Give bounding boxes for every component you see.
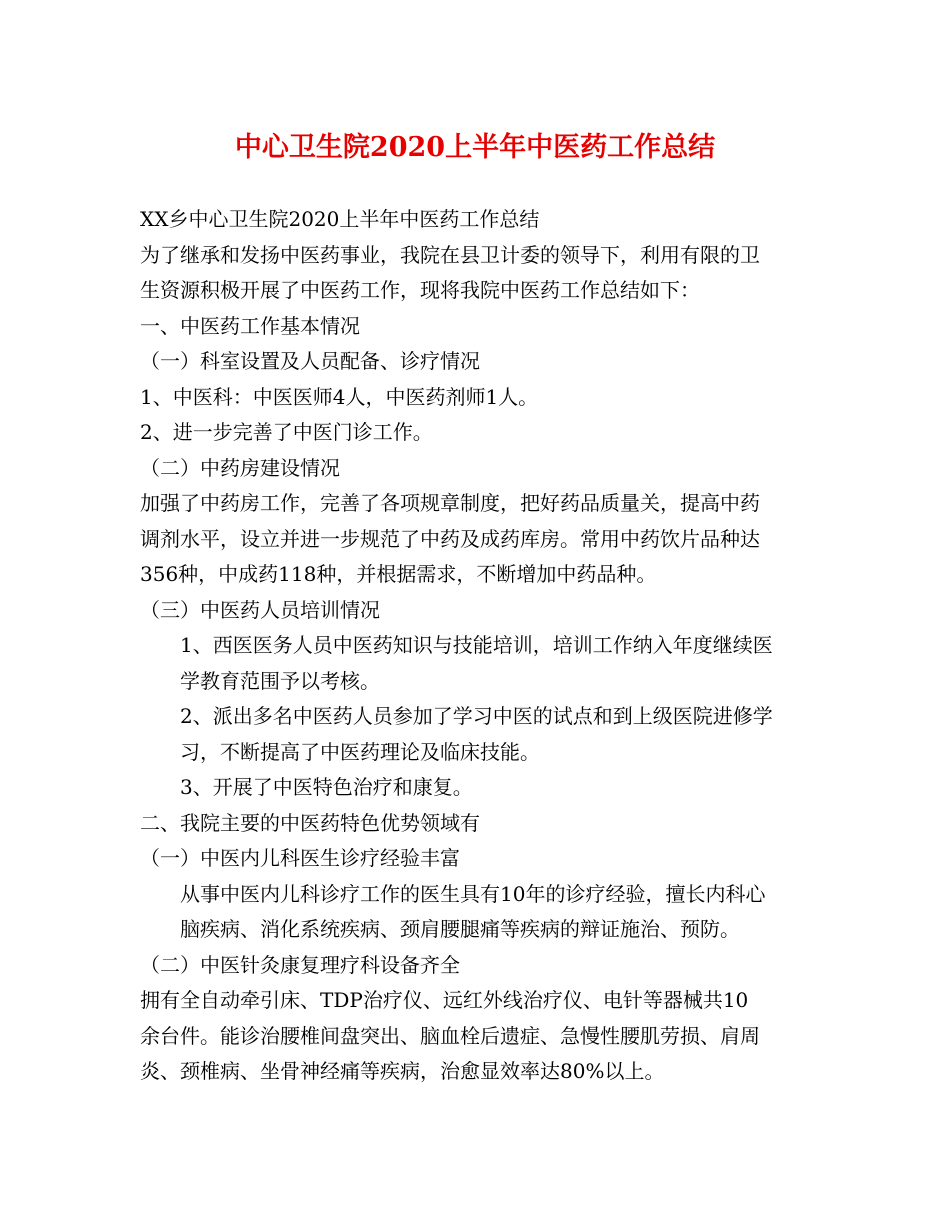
paragraph [140,628,820,699]
text-line: 脑疾病、消化系统疾病、颈肩腰腿痛等疾病的辩证施治、预防。 [180,917,740,941]
text-line: （一）中医内儿科医生诊疗经验丰富 [140,846,460,870]
text-line: XX乡中心卫生院2020上半年中医药工作总结 [140,207,540,231]
text-line: 余台件。能诊治腰椎间盘突出、脑血栓后遗症、急慢性腰肌劳损、肩周 [140,1023,760,1048]
paragraph [140,380,820,416]
text-line: （一）科室设置及人员配备、诊疗情况 [140,349,480,373]
text-line: 3、开展了中医特色治疗和康复。 [180,775,473,799]
document-title: 中心卫生院2020上半年中医药工作总结 [234,132,716,163]
paragraph [140,770,820,806]
paragraph [140,344,820,380]
text-line: 调剂水平，设立并进一步规范了中药及成药库房。常用中药饮片品种达 [140,526,760,551]
paragraph [140,806,820,842]
text-line: 2、派出多名中医药人员参加了学习中医的试点和到上级医院进修学 [180,704,773,728]
paragraph [140,699,820,770]
text-line: 356种，中成药118种，并根据需求，不断增加中药品种。 [140,562,657,586]
text-line: 1、中医科：中医医师4人，中医药剂师1人。 [140,384,539,409]
paragraph [140,309,820,345]
text-line: 生资源积极开展了中医药工作，现将我院中医药工作总结如下： [140,278,700,302]
paragraph [140,593,820,629]
document-body [140,202,820,1090]
paragraph [140,877,820,948]
text-line: 学教育范围予以考核。 [180,668,380,693]
paragraph [140,948,820,984]
text-line: 二、我院主要的中医药特色优势领域有 [140,810,480,835]
paragraph [140,451,820,487]
paragraph [140,841,820,877]
paragraph [140,415,820,451]
text-line: 习，不断提高了中医药理论及临床技能。 [180,739,540,764]
text-line: （二）中药房建设情况 [140,455,340,480]
paragraph [140,983,820,1090]
paragraph [140,202,820,238]
text-line: 从事中医内儿科诊疗工作的医生具有10年的诊疗经验，擅长内科心 [180,881,766,906]
text-line: 1、西医医务人员中医药知识与技能培训，培训工作纳入年度继续医 [180,633,773,657]
text-line: 拥有全自动牵引床、TDP治疗仪、远红外线治疗仪、电针等器械共10 [140,988,749,1012]
text-line: 炎、颈椎病、坐骨神经痛等疾病，治愈显效率达80%以上。 [140,1059,665,1083]
text-line: （二）中医针灸康复理疗科设备齐全 [140,952,460,977]
paragraph [140,238,820,309]
paragraph [140,486,820,593]
text-line: （三）中医药人员培训情况 [140,597,380,622]
text-line: 加强了中药房工作，完善了各项规章制度，把好药品质量关，提高中药 [140,491,760,515]
text-line: 2、进一步完善了中医门诊工作。 [140,420,433,444]
text-line: 为了继承和发扬中医药事业，我院在县卫计委的领导下，利用有限的卫 [140,242,760,267]
text-line: 一、中医药工作基本情况 [140,313,360,338]
